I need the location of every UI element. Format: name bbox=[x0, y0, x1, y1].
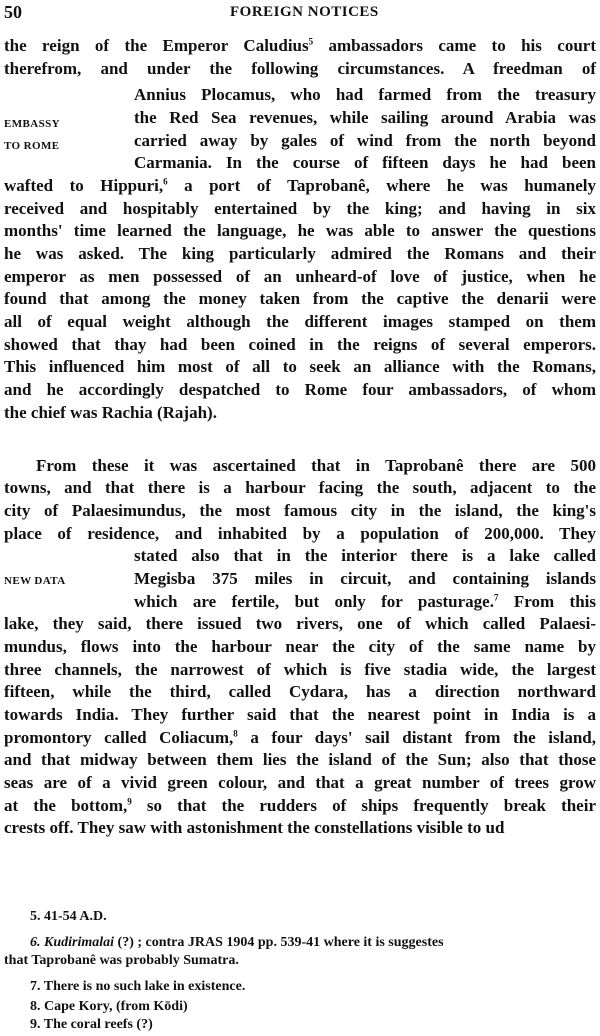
running-title: FOREIGN NOTICES bbox=[230, 4, 379, 20]
text-line: he was asked. The king particularly admired the Romans and their bbox=[4, 244, 596, 263]
footnote-marker: 8 bbox=[233, 728, 238, 739]
text-line: at the bottom,$^9$ so that the rudders of ships frequently break their bbox=[4, 796, 596, 815]
text-line: Megisba 375 miles in circuit, and containing islands bbox=[134, 569, 596, 588]
text-line: the reign of the Emperor Caludius$^5$ ambassadors came to his court bbox=[4, 36, 596, 55]
margin-note-to-rome: TO ROME bbox=[4, 140, 60, 152]
text-line: From these it was ascertained that in Taprobanê there are 500 bbox=[36, 456, 596, 475]
text-line: which are fertile, but only for pasturage.$^7$ From this bbox=[134, 592, 596, 611]
footnote-9: 9. The coral reefs (?) bbox=[30, 1017, 153, 1032]
text-line: all of equal weight although the different images stamped on them bbox=[4, 312, 596, 331]
footnote-7: 7. There is no such lake in existence. bbox=[30, 979, 246, 994]
text-line: and that midway between them lies the island of the Sun; also that those bbox=[4, 750, 596, 769]
text-line: the chief was Rachia (Rajah). bbox=[4, 403, 217, 422]
text-line: fifteen, while the third, called Cydara, has a direction northward bbox=[4, 682, 596, 701]
margin-note-new-data: NEW DATA bbox=[4, 575, 66, 587]
text-line: wafted to Hippuri,$^6$ a port of Taprobanê, where he was humanely bbox=[4, 176, 597, 195]
text-line: emperor as men possessed of an unheard-of love of justice, when he bbox=[4, 267, 596, 286]
footnote-8: 8. Cape Kory, (from Kōdi) bbox=[30, 999, 188, 1014]
text-line: therefrom, and under the following circumstances. A freedman of bbox=[4, 59, 596, 78]
text-line: found that among the money taken from the captive the denarii were bbox=[4, 289, 596, 308]
footnote-marker: 6 bbox=[163, 176, 168, 187]
text-line: carried away by gales of wind from the north beyond bbox=[134, 131, 596, 150]
footnote-6-continued: that Taprobanê was probably Sumatra. bbox=[4, 953, 239, 968]
text-line: mundus, flows into the harbour near the city of the same name by bbox=[4, 637, 596, 656]
text-line: received and hospitably entertained by the king; and having in six bbox=[4, 199, 596, 218]
text-line: place of residence, and inhabited by a population of 200,000. They bbox=[4, 524, 596, 543]
text-line: three channels, the narrowest of which is five stadia wide, the largest bbox=[4, 660, 596, 679]
page-number: 50 bbox=[4, 2, 22, 22]
text-line: towards India. They further said that the nearest point in India is a bbox=[4, 705, 596, 724]
text-line: city of Palaesimundus, the most famous city in the island, the king's bbox=[4, 501, 596, 520]
text-line: showed that thay had been coined in the reigns of several emperors. bbox=[4, 335, 596, 354]
text-line: stated also that in the interior there is a lake called bbox=[134, 546, 596, 565]
text-line: and he accordingly despatched to Rome four ambassadors, of whom bbox=[4, 380, 596, 399]
text-line: This influenced him most of all to seek an alliance with the Romans, bbox=[4, 357, 596, 376]
text-line: towns, and that there is a harbour facing the south, adjacent to the bbox=[4, 478, 596, 497]
text-line: promontory called Coliacum,$^8$ a four days' sail distant from the island, bbox=[4, 728, 596, 747]
footnote-marker: 9 bbox=[127, 796, 132, 807]
text-line: lake, they said, there issued two rivers, one of which called Palaesi- bbox=[4, 614, 596, 633]
text-line: crests off. They saw with astonishment the constellations visible to ud bbox=[4, 818, 505, 837]
text-line: seas are of a vivid green colour, and that a great number of trees grow bbox=[4, 773, 596, 792]
footnote-6: 6. Kudirimalai (?) ; contra JRAS 1904 pp. 539-41 where it is suggestes bbox=[30, 935, 444, 950]
footnote-marker: 5 bbox=[308, 36, 314, 47]
margin-note-embassy: EMBASSY bbox=[4, 118, 60, 130]
footnote-marker: 7 bbox=[493, 592, 499, 603]
text-line: Carmania. In the course of fifteen days he had been bbox=[134, 153, 596, 172]
text-line: months' time learned the language, he was able to answer the questions bbox=[4, 221, 596, 240]
text-line: Annius Plocamus, who had farmed from the treasury bbox=[134, 85, 596, 104]
text-line: the Red Sea revenues, while sailing around Arabia was bbox=[134, 108, 596, 127]
page-header bbox=[0, 0, 600, 28]
footnote-5: 5. 41-54 A.D. bbox=[30, 909, 107, 924]
